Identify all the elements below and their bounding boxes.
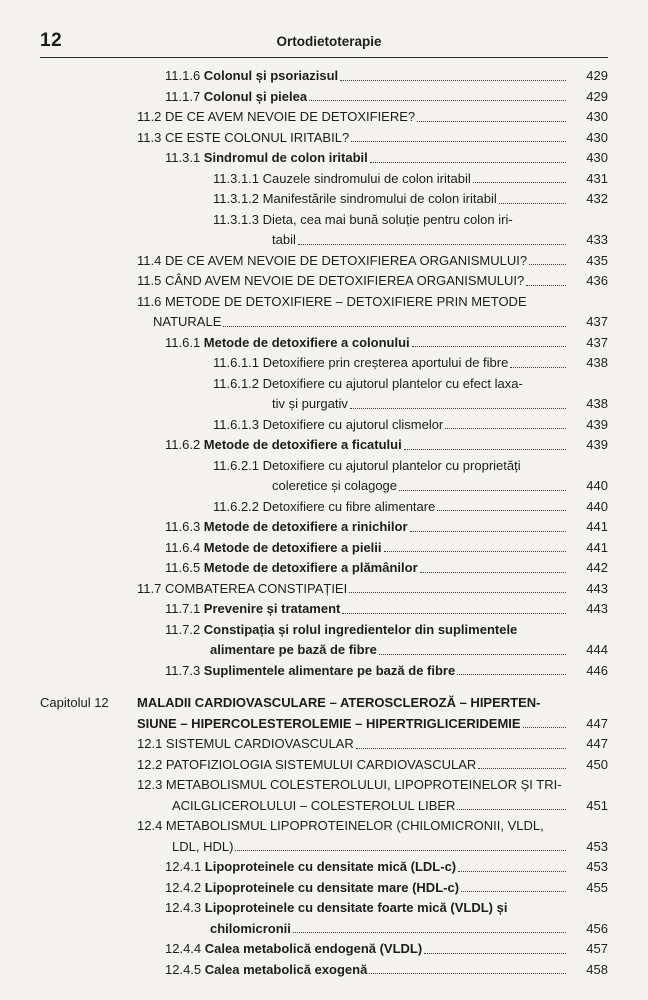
toc-leader-dots (526, 285, 566, 286)
toc-section-title: COMBATEREA CONSTIPAȚIEI (164, 580, 348, 596)
toc-section-title: METODE DE DETOXIFIERE – DETOXIFIERE PRIN METODE (164, 293, 527, 309)
toc-section-number: 12.4.5 (165, 961, 205, 977)
toc-section-number: 12.4.3 (165, 900, 205, 915)
toc-section-title: MALADII CARDIOVASCULARE – ATEROSCLEROZĂ – HIPERTEN- (137, 695, 541, 710)
toc-entry-line (0, 87, 648, 108)
toc-leader-dots (457, 674, 566, 675)
toc-entry-line (0, 579, 648, 600)
toc-section-title: Dieta, cea mai bună soluție pentru colon iri- (262, 211, 513, 227)
toc-section-number: 11.3.1.1 (213, 170, 263, 186)
toc-leader-dots (384, 551, 566, 552)
toc-entry-line (0, 456, 648, 477)
toc-entry-line (0, 312, 648, 333)
toc-section-title: CE ESTE COLONUL IRITABIL? (164, 129, 350, 145)
toc-section-title: Detoxifiere cu fibre alimentare (262, 498, 436, 514)
toc-entry-line (0, 878, 648, 899)
toc-page-number: 432 (586, 191, 608, 206)
toc-page-number: 442 (586, 560, 608, 575)
toc-section-number: 11.2 (137, 109, 165, 124)
toc-section-title: Detoxifiere cu ajutorul plantelor cu efect laxa- (262, 375, 523, 391)
toc-section-number: 11.6.2 (165, 437, 204, 452)
toc-section-title: PATOFIZIOLOGIA SISTEMULUI CARDIOVASCULAR (165, 756, 477, 772)
toc-section-title-cont: LDL, HDL) (172, 838, 234, 854)
toc-leader-dots (340, 80, 566, 81)
toc-section-title: Detoxifiere prin creșterea aportului de fibre (262, 355, 509, 370)
toc-section-title: Colonul și pielea (203, 88, 308, 104)
toc-entry-line (0, 693, 648, 714)
toc-section-number: 11.6.2.1 (213, 457, 263, 473)
toc-page-number: 430 (586, 109, 608, 124)
toc-leader-dots (412, 346, 566, 347)
toc-page-number: 440 (586, 498, 608, 514)
toc-section-title-cont: alimentare pe bază de fibre (210, 642, 377, 657)
toc-entry-line (0, 661, 648, 682)
toc-section-number: 11.6.1.2 (213, 375, 263, 391)
toc-section-number: 11.6.3 (165, 519, 204, 534)
toc-section-number: 11.6.1 (165, 334, 204, 350)
toc-leader-dots (379, 654, 566, 655)
toc-leader-dots (523, 727, 566, 728)
toc-leader-dots (309, 100, 566, 101)
toc-section-title: Manifestările sindromului de colon iritabil (262, 191, 497, 206)
toc-entry-line (0, 517, 648, 538)
toc-section-number: 12.3 (137, 777, 166, 792)
toc-leader-dots (529, 264, 566, 265)
toc-entry-line (0, 755, 648, 776)
toc-section-number: 11.4 (137, 252, 165, 268)
toc-page-number: 429 (586, 68, 608, 83)
toc-leader-dots (356, 748, 566, 749)
toc-page-number: 433 (586, 232, 608, 247)
toc-section-title-cont: SIUNE – HIPERCOLESTEROLEMIE – HIPERTRIGLICERIDEMIE (137, 715, 521, 731)
toc-entry-line (0, 251, 648, 272)
toc-entry-line (0, 374, 648, 395)
toc-leader-dots (499, 203, 566, 204)
toc-page-number: 437 (586, 334, 608, 350)
toc-page-number: 439 (586, 437, 608, 452)
toc-leader-dots (458, 871, 566, 872)
toc-section-number: 11.7.3 (165, 662, 204, 678)
toc-entry-line (0, 148, 648, 169)
toc-section-title: Metode de detoxifiere a colonului (203, 334, 410, 350)
toc-page-number: 457 (586, 941, 608, 956)
page-number: 12 (40, 30, 63, 51)
chapter-label: Capitolul 12 (40, 695, 109, 710)
toc-entry-line (0, 476, 648, 497)
toc-leader-dots (437, 510, 566, 511)
toc-leader-dots (342, 613, 566, 614)
toc-entry-line (0, 714, 648, 735)
toc-leader-dots (223, 326, 566, 327)
toc-leader-dots (369, 973, 566, 974)
toc-section-title: Suplimentele alimentare pe bază de fibre (203, 662, 456, 678)
toc-entry-line (0, 128, 648, 149)
toc-section-number: 11.7 (137, 580, 165, 596)
toc-entry-line (0, 415, 648, 436)
table-of-contents (0, 66, 648, 980)
toc-leader-dots (417, 121, 566, 122)
toc-leader-dots (351, 141, 566, 142)
toc-leader-dots (461, 891, 566, 892)
header-divider (40, 57, 608, 58)
toc-page-number: 447 (586, 715, 608, 731)
toc-section-title-cont: tabil (272, 232, 296, 247)
toc-entry-line (0, 599, 648, 620)
toc-section-number: 12.4 (137, 818, 166, 833)
toc-entry-line (0, 210, 648, 231)
toc-leader-dots (349, 592, 566, 593)
toc-entry-line (0, 333, 648, 354)
toc-entry-line (0, 558, 648, 579)
toc-page-number: 439 (586, 416, 608, 432)
book-title: Ortodietoterapie (276, 34, 382, 49)
toc-page-number: 453 (586, 859, 608, 874)
toc-section-number: 11.3.1.3 (213, 211, 263, 227)
toc-entry-line (0, 292, 648, 313)
toc-section-title-cont: tiv și purgativ (272, 396, 348, 411)
toc-section-title: Prevenire și tratament (203, 601, 341, 616)
toc-page-number: 438 (586, 396, 608, 411)
toc-entry-line (0, 271, 648, 292)
toc-section-title-cont: NATURALE (153, 314, 222, 329)
toc-page-number: 429 (586, 88, 608, 104)
toc-page-number: 440 (586, 478, 608, 493)
toc-entry-line (0, 107, 648, 128)
toc-entry-line (0, 796, 648, 817)
toc-section-title: Lipoproteinele cu densitate foarte mică (VLDL) și (204, 900, 508, 915)
toc-entry-line (0, 435, 648, 456)
toc-section-title-cont: ACILGLICEROLULUI – COLESTEROLUL LIBER (172, 797, 456, 813)
toc-section-title: Lipoproteinele cu densitate mică (LDL-c) (204, 859, 457, 874)
toc-section-title-cont: coleretice și colagoge (272, 478, 398, 493)
toc-section-number: 12.2 (137, 756, 166, 772)
toc-section-title: Sindromul de colon iritabil (203, 150, 368, 165)
toc-leader-dots (298, 244, 566, 245)
toc-page-number: 443 (586, 580, 608, 596)
toc-section-title: Cauzele sindromului de colon iritabil (262, 170, 471, 186)
toc-entry-line (0, 66, 648, 87)
toc-section-title: DE CE AVEM NEVOIE DE DETOXIFIEREA ORGANISMULUI? (164, 252, 528, 268)
toc-section-title: SISTEMUL CARDIOVASCULAR (165, 736, 354, 751)
toc-page-number: 431 (586, 170, 608, 186)
toc-page-number: 430 (586, 150, 608, 165)
toc-section-number: 11.7.2 (165, 621, 204, 637)
toc-leader-dots (350, 408, 566, 409)
toc-leader-dots (293, 932, 566, 933)
toc-leader-dots (457, 809, 566, 810)
toc-section-title: Metode de detoxifiere a pielii (203, 539, 382, 555)
toc-entry-line (0, 775, 648, 796)
toc-page-number: 438 (586, 355, 608, 370)
toc-entry-line (0, 837, 648, 858)
toc-section-title: Metode de detoxifiere a plămânilor (203, 560, 418, 575)
toc-page-number: 453 (586, 838, 608, 854)
toc-section-number: 11.6.1.1 (213, 355, 263, 370)
toc-page-number: 443 (586, 601, 608, 616)
toc-section-number: 12.4.2 (165, 879, 205, 895)
toc-page-number: 435 (586, 252, 608, 268)
toc-entry-line (0, 394, 648, 415)
toc-page-number: 446 (586, 662, 608, 678)
toc-section-number: 11.3.1 (165, 150, 204, 165)
toc-page-number: 455 (586, 879, 608, 895)
toc-page-number: 451 (586, 797, 608, 813)
toc-entry-line (0, 640, 648, 661)
toc-section-number: 11.5 (137, 273, 165, 288)
toc-leader-dots (424, 953, 566, 954)
toc-entry-line (0, 919, 648, 940)
toc-entry-line (0, 734, 648, 755)
toc-section-number: 11.1.6 (165, 68, 204, 83)
toc-page-number: 458 (586, 961, 608, 977)
toc-leader-dots (510, 367, 566, 368)
toc-leader-dots (404, 449, 566, 450)
toc-entry-line (0, 816, 648, 837)
toc-section-number: 12.1 (137, 736, 166, 751)
toc-page-number: 436 (586, 273, 608, 288)
toc-section-title: Metode de detoxifiere a rinichilor (203, 519, 408, 534)
toc-section-number: 11.6.5 (165, 560, 204, 575)
toc-leader-dots (473, 182, 566, 183)
toc-page-number: 437 (586, 314, 608, 329)
toc-entry-line (0, 960, 648, 981)
toc-entry-line (0, 939, 648, 960)
toc-section-title: Colonul și psoriazisul (203, 68, 339, 83)
toc-section-number: 11.3.1.2 (213, 191, 263, 206)
toc-leader-dots (445, 428, 566, 429)
toc-leader-dots (399, 490, 566, 491)
toc-section-title: Detoxifiere cu ajutorul clismelor (262, 416, 444, 432)
toc-entry-line (0, 538, 648, 559)
toc-section-title: METABOLISMUL LIPOPROTEINELOR (CHILOMICRONII, VLDL, (165, 818, 544, 833)
toc-entry-line (0, 857, 648, 878)
toc-page-number: 441 (586, 539, 608, 555)
toc-section-number: 12.4.1 (165, 859, 205, 874)
toc-section-number: 12.4.4 (165, 941, 205, 956)
toc-section-title: METABOLISMUL COLESTEROLULUI, LIPOPROTEINELOR ȘI TRI- (165, 777, 562, 792)
toc-section-number: 11.1.7 (165, 88, 204, 104)
toc-section-title: Calea metabolică endogenă (VLDL) (204, 941, 423, 956)
toc-page-number: 447 (586, 736, 608, 751)
toc-entry-line (0, 898, 648, 919)
toc-leader-dots (420, 572, 566, 573)
toc-entry-line (0, 169, 648, 190)
toc-entry-line (0, 497, 648, 518)
toc-section-title: Detoxifiere cu ajutorul plantelor cu proprietăți (262, 457, 521, 473)
toc-leader-dots (478, 768, 566, 769)
toc-entry-line (0, 620, 648, 641)
toc-section-number: 11.3 (137, 129, 165, 145)
toc-section-number: 11.6.2.2 (213, 498, 263, 514)
toc-page-number: 430 (586, 129, 608, 145)
toc-entry-line (0, 230, 648, 251)
toc-section-title: Calea metabolică exogenă (204, 961, 368, 977)
toc-entry-line (0, 353, 648, 374)
toc-section-title: Constipația și rolul ingredientelor din suplimentele (203, 621, 518, 637)
toc-entry-line (0, 189, 648, 210)
toc-section-title: Lipoproteinele cu densitate mare (HDL-c) (204, 879, 460, 895)
toc-section-title-cont: chilomicronii (210, 920, 291, 936)
toc-section-number: 11.6 (137, 293, 165, 309)
toc-section-number: 11.6.4 (165, 539, 204, 555)
toc-section-title: DE CE AVEM NEVOIE DE DETOXIFIERE? (164, 109, 416, 124)
toc-leader-dots (410, 531, 566, 532)
toc-section-number: 11.7.1 (165, 601, 204, 616)
toc-section-number: 11.6.1.3 (213, 416, 263, 432)
page-header (0, 30, 648, 56)
toc-leader-dots (370, 162, 566, 163)
toc-page-number: 444 (586, 642, 608, 657)
toc-page-number: 450 (586, 756, 608, 772)
toc-page-number: 456 (586, 920, 608, 936)
toc-section-title: CÂND AVEM NEVOIE DE DETOXIFIEREA ORGANISMULUI? (164, 273, 525, 288)
toc-page-number: 441 (586, 519, 608, 534)
toc-section-title: Metode de detoxifiere a ficatului (203, 437, 402, 452)
toc-leader-dots (235, 850, 566, 851)
